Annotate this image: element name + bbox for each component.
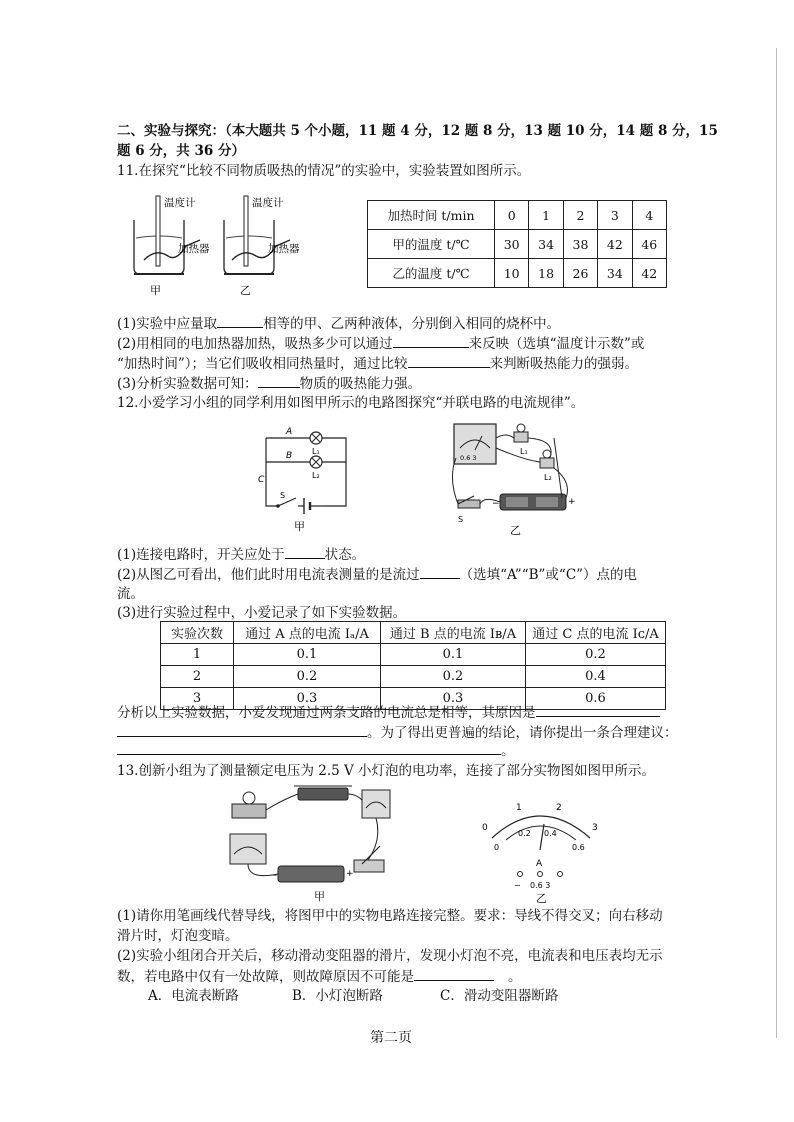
table-row: 3 0.3 0.3 0.6 [161, 688, 666, 710]
answer-blank[interactable] [536, 702, 660, 717]
answer-blank[interactable] [420, 564, 460, 579]
svg-text:0.6: 0.6 [572, 843, 585, 852]
svg-text:+: + [568, 497, 576, 507]
section-heading-line1: 二、实验与探究：（本大题共 5 个小题，11 题 4 分，12 题 8 分，13 题 10 分，14 题 8 分，15 [117, 123, 718, 139]
answer-blank[interactable] [408, 353, 490, 368]
svg-text:S: S [458, 515, 464, 524]
q11-beaker-figure [120, 190, 320, 300]
svg-text:B: B [286, 451, 293, 461]
q12-part2-cont: 流。 [117, 586, 144, 602]
q13-part1: (1)请你用笔画线代替导线，将图甲中的实物电路连接完整。要求：导线不得交叉；向右移动 [117, 908, 663, 924]
svg-text:L₁: L₁ [520, 447, 528, 456]
svg-text:0: 0 [482, 823, 488, 833]
svg-text:C: C [258, 475, 265, 485]
svg-text:+: + [346, 869, 354, 879]
svg-text:0.6 3: 0.6 3 [530, 881, 551, 890]
svg-text:A: A [536, 859, 543, 869]
thermometer-label: 温度计 [164, 197, 196, 209]
table-row: 加热时间 t/min 0 1 2 3 4 [368, 201, 667, 230]
svg-text:L₂: L₂ [544, 473, 552, 482]
q12-analysis-line3: 。 [117, 740, 515, 761]
q13-part2-cont: 数，若电路中仅有一处故障，则故障原因不可能是 。 [117, 966, 522, 987]
table-row: 1 0.1 0.1 0.2 [161, 644, 666, 666]
answer-blank[interactable] [217, 313, 263, 328]
svg-text:3: 3 [592, 823, 598, 833]
answer-blank[interactable] [285, 544, 325, 559]
svg-text:2: 2 [556, 803, 562, 813]
thermometer-label-2: 温度计 [252, 197, 284, 209]
answer-blank[interactable] [258, 373, 300, 388]
section-heading-line2: 题 6 分，共 36 分） [117, 143, 245, 159]
q12-part3: (3)进行实验过程中，小爱记录了如下实验数据。 [117, 605, 407, 621]
q12-current-table [160, 621, 666, 710]
q12-stem: 12.小爱学习小组的同学利用如图甲所示的电路图探究“并联电路的电流规律”。 [117, 395, 585, 411]
q12-part2: (2)从图乙可看出，他们此时用电流表测量的是流过 （选填“A”“B”或“C”）点的电 [117, 564, 637, 585]
figure-caption-jia: 甲 [314, 890, 325, 903]
figure-caption-jia: 甲 [150, 284, 161, 297]
figure-caption-yi: 乙 [240, 284, 251, 297]
svg-text:L₁: L₁ [312, 447, 320, 456]
heater-label: 加热器 [178, 243, 210, 255]
q11-part3: (3)分析实验数据可知： 物质的吸热能力强。 [117, 373, 421, 394]
figure-caption-yi: 乙 [510, 524, 521, 537]
svg-text:0.4: 0.4 [544, 829, 557, 838]
q11-part2-cont: “加热时间”）；当它们吸收相同热量时，通过比较 来判断吸热能力的强弱。 [117, 353, 638, 374]
q13-stem: 13.创新小组为了测量额定电压为 2.5 V 小灯泡的电功率，连接了部分实物图如图甲所示。 [117, 763, 656, 779]
svg-text:−: − [270, 871, 278, 881]
q12-physical-circuit-yi [444, 418, 590, 538]
answer-blank[interactable] [393, 333, 469, 348]
figure-caption-yi: 乙 [536, 892, 547, 904]
answer-blank[interactable] [414, 966, 494, 981]
q12-part1: (1)连接电路时，开关应处于 状态。 [117, 544, 365, 565]
table-row: 乙的温度 t/℃ 10 18 26 34 42 [368, 259, 667, 288]
svg-text:L₂: L₂ [312, 471, 320, 480]
heater-label-2: 加热器 [268, 243, 300, 255]
svg-text:0.2: 0.2 [518, 829, 531, 838]
q11-temperature-table [367, 200, 667, 288]
q13-physical-circuit-jia [222, 780, 398, 906]
q13-part2: (2)实验小组闭合开关后，移动滑动变阻器的滑片，发现小灯泡不亮，电流表和电压表均无示 [117, 948, 663, 964]
table-row: 甲的温度 t/℃ 30 34 38 42 46 [368, 230, 667, 259]
table-row: 实验次数 通过 A 点的电流 Iₐ/A 通过 B 点的电流 Iʙ/A 通过 C 点的电流 Iᴄ/A [161, 622, 666, 644]
q11-part1: (1)实验中应量取 相等的甲、乙两种液体，分别倒入相同的烧杯中。 [117, 313, 560, 334]
table-row: 2 0.2 0.2 0.4 [161, 666, 666, 688]
svg-text:S: S [280, 491, 286, 500]
page-footer: 第二页 [370, 1030, 412, 1046]
svg-text:−: − [492, 499, 500, 509]
q12-analysis-line2: 。为了得出更普遍的结论，请你提出一条合理建议： [117, 722, 678, 743]
q13-option-b[interactable]: B．小灯泡断路 [292, 988, 383, 1004]
figure-caption-jia: 甲 [294, 520, 305, 533]
answer-blank[interactable] [117, 722, 367, 737]
page-edge-line [776, 48, 777, 1038]
svg-text:A: A [286, 427, 293, 437]
q13-ammeter-dial-yi [478, 796, 608, 904]
q13-option-c[interactable]: C．滑动变阻器断路 [440, 988, 559, 1004]
q11-part2: (2)用相同的电加热器加热，吸热多少可以通过 来反映（选填“温度计示数”或 [117, 333, 644, 354]
answer-blank[interactable] [117, 740, 501, 755]
q12-circuit-diagram-jia [240, 420, 360, 538]
q13-part1-cont: 滑片时，灯泡变暗。 [117, 928, 239, 944]
svg-text:−: − [514, 881, 521, 890]
svg-text:0.6 3: 0.6 3 [460, 454, 477, 462]
q11-stem: 11.在探究“比较不同物质吸热的情况”的实验中，实验装置如图所示。 [117, 163, 531, 179]
q13-option-a[interactable]: A．电流表断路 [148, 988, 239, 1004]
svg-text:0: 0 [494, 843, 500, 852]
svg-text:1: 1 [516, 803, 522, 813]
q12-analysis-line1: 分析以上实验数据，小爱发现通过两条支路的电流总是相等，其原因是 [117, 702, 660, 723]
